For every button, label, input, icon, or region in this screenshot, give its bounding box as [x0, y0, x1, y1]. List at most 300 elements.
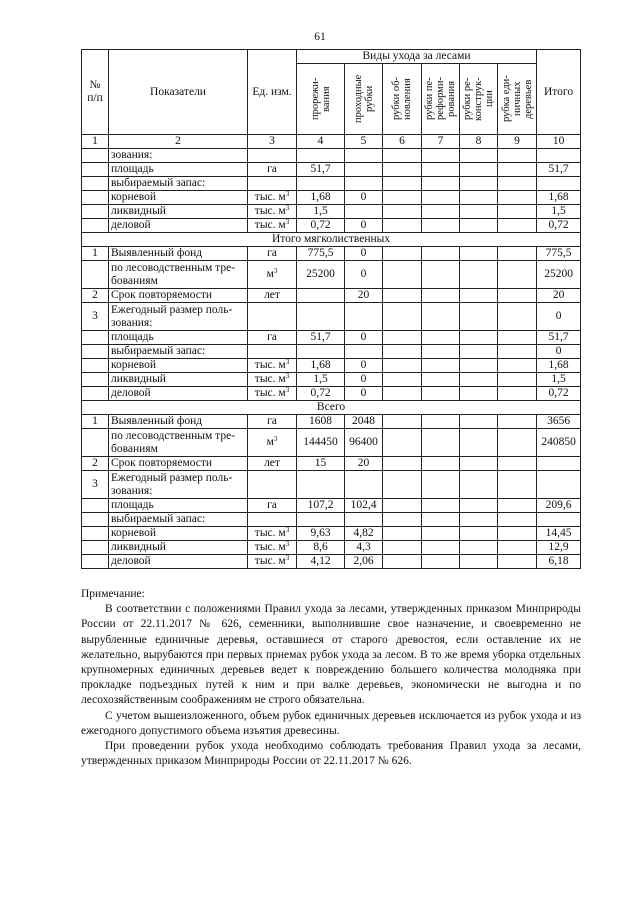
indicator-cell: Ежегодный размер поль- зования: — [109, 303, 248, 331]
table-body — [82, 149, 581, 569]
value-cell — [498, 331, 537, 345]
unit-exponent: 3 — [285, 540, 290, 548]
table-row — [82, 219, 581, 233]
table-row — [82, 345, 581, 359]
value-cell — [383, 359, 422, 373]
unit-cell — [248, 303, 297, 331]
unit-text: га — [267, 163, 277, 175]
section-heading-row — [82, 233, 581, 247]
total-cell: 0,72 — [537, 387, 581, 401]
unit-text: тыс. м — [254, 387, 286, 399]
row-number — [82, 387, 109, 401]
value-cell — [498, 345, 537, 359]
total-cell: 1,68 — [537, 359, 581, 373]
value-cell: 8,6 — [297, 541, 345, 555]
value-cell — [460, 457, 498, 471]
table-row — [82, 177, 581, 191]
value-cell — [383, 205, 422, 219]
table-row — [82, 471, 581, 499]
unit-cell — [248, 289, 297, 303]
indicator-cell: ликвидный — [109, 541, 248, 555]
value-cell — [383, 303, 422, 331]
row-number — [82, 331, 109, 345]
total-cell: 240850 — [537, 429, 581, 457]
table-row — [82, 415, 581, 429]
value-cell — [498, 177, 537, 191]
value-cell — [297, 471, 345, 499]
value-cell — [383, 513, 422, 527]
value-cell — [422, 471, 460, 499]
indicator-cell: по лесоводственным тре- бованиям — [109, 261, 248, 289]
value-cell — [383, 499, 422, 513]
notes-paragraph: С учетом вышеизложенного, объем рубок единичных деревьев исключается из рубок ухода и из ежегодного допустимого объема изъятия древесины. — [81, 709, 581, 737]
table-row — [82, 261, 581, 289]
unit-exponent: 3 — [273, 267, 278, 275]
value-cell — [498, 303, 537, 331]
value-cell — [422, 219, 460, 233]
value-cell: 96400 — [345, 429, 383, 457]
indicator-cell: корневой — [109, 191, 248, 205]
indicator-cell: площадь — [109, 331, 248, 345]
value-cell: 2,06 — [345, 555, 383, 569]
row-number — [82, 429, 109, 457]
unit-cell — [248, 359, 297, 373]
value-cell — [383, 149, 422, 163]
value-cell — [422, 177, 460, 191]
value-cell — [345, 177, 383, 191]
row-number: 1 — [82, 247, 109, 261]
value-cell — [383, 331, 422, 345]
unit-text: тыс. м — [254, 191, 286, 203]
value-cell — [422, 513, 460, 527]
total-cell: 0 — [537, 345, 581, 359]
unit-text: тыс. м — [254, 219, 286, 231]
value-cell — [297, 345, 345, 359]
notes-paragraph: В соответствии с положениями Правил ухода за лесами, утвержденных приказом Минприроды России от 22.11.2017 № 626, семенники, выполнившие свое назначение, и своевременно не вырубленные единичные деревья, оставшиеся от старого древостоя, если оставление их не желательно, вырубаются при первых приемах рубок ухода за лесом. В то же время уборка отдельных крупномерных единичных деревьев ведет к повреждению большего количества молодняка при прокладке подъездных путей к ним и при валке деревьев, экономически не выгодна и по лесохозяйственным соображениям не строго обязательна. — [81, 603, 581, 707]
table-row — [82, 429, 581, 457]
value-cell — [460, 429, 498, 457]
indicator-cell: деловой — [109, 387, 248, 401]
unit-cell — [248, 457, 297, 471]
row-number — [82, 163, 109, 177]
unit-cell — [248, 527, 297, 541]
col-num: 7 — [422, 135, 460, 149]
value-cell — [460, 303, 498, 331]
value-cell — [345, 163, 383, 177]
unit-text: тыс. м — [254, 359, 286, 371]
row-number — [82, 205, 109, 219]
col-num: 8 — [460, 135, 498, 149]
value-cell — [422, 303, 460, 331]
col-num: 10 — [537, 135, 581, 149]
table-row — [82, 541, 581, 555]
unit-text: тыс. м — [254, 555, 286, 567]
value-cell — [422, 527, 460, 541]
value-cell — [422, 373, 460, 387]
unit-text: лет — [264, 457, 280, 469]
value-cell — [345, 149, 383, 163]
row-number — [82, 555, 109, 569]
value-cell — [498, 415, 537, 429]
row-number — [82, 219, 109, 233]
total-cell: 775,5 — [537, 247, 581, 261]
value-cell: 1,5 — [297, 205, 345, 219]
section-heading: Всего — [82, 401, 581, 415]
value-cell — [422, 163, 460, 177]
value-cell — [422, 541, 460, 555]
unit-text: м — [266, 268, 274, 280]
total-cell: 20 — [537, 289, 581, 303]
value-cell: 1,5 — [297, 373, 345, 387]
indicator-cell: ликвидный — [109, 373, 248, 387]
value-cell: 51,7 — [297, 331, 345, 345]
unit-cell — [248, 247, 297, 261]
page-number: 61 — [314, 31, 326, 43]
value-cell — [297, 513, 345, 527]
value-cell: 4,82 — [345, 527, 383, 541]
value-cell: 0,72 — [297, 387, 345, 401]
unit-text: га — [267, 247, 277, 259]
unit-cell — [248, 415, 297, 429]
indicator-cell: выбираемый запас: — [109, 513, 248, 527]
value-cell — [498, 247, 537, 261]
value-cell: 0 — [345, 191, 383, 205]
indicator-cell: выбираемый запас: — [109, 345, 248, 359]
unit-cell — [248, 177, 297, 191]
value-cell — [383, 191, 422, 205]
total-cell — [537, 177, 581, 191]
header-type-passage: проходные рубки — [345, 64, 383, 135]
indicator-cell: деловой — [109, 555, 248, 569]
value-cell: 1,68 — [297, 359, 345, 373]
row-number — [82, 359, 109, 373]
value-cell — [297, 149, 345, 163]
value-cell — [498, 163, 537, 177]
value-cell — [460, 177, 498, 191]
column-numbers-row — [82, 135, 581, 149]
total-cell: 1,5 — [537, 205, 581, 219]
value-cell — [498, 289, 537, 303]
value-cell — [422, 555, 460, 569]
value-cell: 15 — [297, 457, 345, 471]
value-cell — [422, 247, 460, 261]
table-row — [82, 499, 581, 513]
value-cell — [422, 359, 460, 373]
notes-paragraph: При проведении рубок ухода необходимо соблюдать требования Правил ухода за лесами, утвержденных приказом Минприроды России от 22.11.2017 № 626. — [81, 740, 581, 768]
table-row — [82, 457, 581, 471]
value-cell — [345, 303, 383, 331]
value-cell: 0 — [345, 373, 383, 387]
value-cell: 144450 — [297, 429, 345, 457]
row-number: 1 — [82, 415, 109, 429]
table-row — [82, 149, 581, 163]
value-cell: 4,12 — [297, 555, 345, 569]
row-number — [82, 527, 109, 541]
value-cell — [460, 345, 498, 359]
value-cell: 0 — [345, 219, 383, 233]
unit-text: га — [267, 415, 277, 427]
value-cell — [460, 331, 498, 345]
table-row — [82, 247, 581, 261]
unit-text: лет — [264, 289, 280, 301]
value-cell — [383, 247, 422, 261]
table-row — [82, 527, 581, 541]
value-cell — [345, 205, 383, 219]
unit-text: га — [267, 499, 277, 511]
value-cell — [498, 429, 537, 457]
table-row — [82, 289, 581, 303]
table-row — [82, 555, 581, 569]
total-cell: 51,7 — [537, 331, 581, 345]
value-cell — [498, 387, 537, 401]
value-cell: 107,2 — [297, 499, 345, 513]
indicator-cell: зования: — [109, 149, 248, 163]
indicator-cell: Выявленный фонд — [109, 247, 248, 261]
header-unit: Ед. изм. — [248, 50, 297, 135]
row-number — [82, 345, 109, 359]
value-cell — [422, 429, 460, 457]
value-cell — [383, 415, 422, 429]
value-cell — [498, 527, 537, 541]
value-cell — [383, 261, 422, 289]
value-cell — [460, 219, 498, 233]
value-cell — [345, 345, 383, 359]
value-cell — [498, 261, 537, 289]
value-cell — [498, 149, 537, 163]
value-cell: 9,63 — [297, 527, 345, 541]
unit-cell — [248, 541, 297, 555]
unit-cell — [248, 555, 297, 569]
value-cell — [460, 261, 498, 289]
value-cell — [422, 149, 460, 163]
unit-cell — [248, 205, 297, 219]
unit-cell — [248, 373, 297, 387]
table-row — [82, 387, 581, 401]
value-cell — [383, 163, 422, 177]
unit-cell — [248, 219, 297, 233]
value-cell — [383, 373, 422, 387]
col-num: 9 — [498, 135, 537, 149]
section-heading: Итого мягколиственных — [82, 233, 581, 247]
indicator-cell: ликвидный — [109, 205, 248, 219]
unit-text: м — [266, 436, 274, 448]
value-cell — [498, 205, 537, 219]
value-cell — [460, 513, 498, 527]
value-cell: 0 — [345, 247, 383, 261]
unit-text: тыс. м — [254, 205, 286, 217]
unit-text: тыс. м — [254, 527, 286, 539]
header-type-single-trees: рубка еди- ничных деревьев — [498, 64, 537, 135]
value-cell — [460, 205, 498, 219]
value-cell — [422, 415, 460, 429]
col-num: 2 — [109, 135, 248, 149]
indicator-cell: Срок повторяемости — [109, 289, 248, 303]
value-cell — [383, 527, 422, 541]
unit-cell — [248, 345, 297, 359]
table-row — [82, 513, 581, 527]
total-cell: 51,7 — [537, 163, 581, 177]
indicator-cell: деловой — [109, 219, 248, 233]
value-cell — [460, 387, 498, 401]
table-row — [82, 359, 581, 373]
row-number: 3 — [82, 471, 109, 499]
unit-cell — [248, 331, 297, 345]
value-cell: 0,72 — [297, 219, 345, 233]
header-total: Итого — [537, 50, 581, 135]
col-num: 1 — [82, 135, 109, 149]
table-header — [82, 50, 581, 149]
value-cell — [460, 415, 498, 429]
row-number: 3 — [82, 303, 109, 331]
value-cell: 0 — [345, 359, 383, 373]
total-cell: 14,45 — [537, 527, 581, 541]
row-number — [82, 261, 109, 289]
total-cell: 209,6 — [537, 499, 581, 513]
value-cell — [498, 191, 537, 205]
value-cell — [383, 289, 422, 303]
unit-cell — [248, 429, 297, 457]
unit-exponent: 3 — [285, 386, 290, 394]
value-cell — [345, 513, 383, 527]
notes-section — [81, 587, 581, 769]
value-cell: 0 — [345, 387, 383, 401]
value-cell — [460, 247, 498, 261]
value-cell: 2048 — [345, 415, 383, 429]
value-cell — [498, 359, 537, 373]
value-cell — [345, 471, 383, 499]
value-cell — [383, 345, 422, 359]
total-cell: 0,72 — [537, 219, 581, 233]
value-cell — [422, 387, 460, 401]
row-number — [82, 541, 109, 555]
indicator-cell: Ежегодный размер поль- зования: — [109, 471, 248, 499]
value-cell — [460, 289, 498, 303]
col-num: 6 — [383, 135, 422, 149]
table-row — [82, 331, 581, 345]
header-type-reformation: рубки пе- реформи- рования — [422, 64, 460, 135]
total-cell — [537, 149, 581, 163]
indicator-cell: площадь — [109, 163, 248, 177]
value-cell — [498, 541, 537, 555]
section-heading-row — [82, 401, 581, 415]
value-cell — [383, 387, 422, 401]
unit-exponent: 3 — [285, 526, 290, 534]
value-cell: 51,7 — [297, 163, 345, 177]
unit-text: га — [267, 331, 277, 343]
table-row — [82, 191, 581, 205]
value-cell — [297, 177, 345, 191]
unit-cell — [248, 499, 297, 513]
row-number — [82, 513, 109, 527]
row-number — [82, 373, 109, 387]
value-cell — [383, 555, 422, 569]
total-cell: 3656 — [537, 415, 581, 429]
row-number: 2 — [82, 457, 109, 471]
row-number — [82, 499, 109, 513]
col-num: 3 — [248, 135, 297, 149]
value-cell — [383, 219, 422, 233]
value-cell — [383, 457, 422, 471]
total-cell: 0 — [537, 303, 581, 331]
table-row — [82, 205, 581, 219]
indicator-cell: площадь — [109, 499, 248, 513]
indicator-cell: по лесоводственным тре- бованиям — [109, 429, 248, 457]
value-cell — [460, 191, 498, 205]
unit-cell — [248, 513, 297, 527]
value-cell — [460, 555, 498, 569]
unit-exponent: 3 — [273, 435, 278, 443]
value-cell: 1,68 — [297, 191, 345, 205]
table-row — [82, 163, 581, 177]
value-cell — [297, 289, 345, 303]
header-type-reconstruction: рубки ре- конструк- ции — [460, 64, 498, 135]
value-cell — [422, 205, 460, 219]
value-cell: 1608 — [297, 415, 345, 429]
value-cell — [460, 541, 498, 555]
unit-cell — [248, 471, 297, 499]
row-number — [82, 149, 109, 163]
indicator-cell: выбираемый запас: — [109, 177, 248, 191]
row-number — [82, 191, 109, 205]
value-cell — [422, 457, 460, 471]
value-cell — [498, 471, 537, 499]
indicator-cell: корневой — [109, 527, 248, 541]
value-cell — [460, 499, 498, 513]
unit-cell — [248, 261, 297, 289]
value-cell: 775,5 — [297, 247, 345, 261]
value-cell: 0 — [345, 331, 383, 345]
value-cell — [460, 149, 498, 163]
value-cell — [498, 457, 537, 471]
value-cell — [498, 373, 537, 387]
unit-cell — [248, 163, 297, 177]
unit-exponent: 3 — [285, 204, 290, 212]
indicator-cell: корневой — [109, 359, 248, 373]
unit-text: тыс. м — [254, 541, 286, 553]
value-cell — [422, 499, 460, 513]
unit-cell — [248, 387, 297, 401]
header-no: № п/п — [82, 50, 109, 135]
value-cell — [422, 345, 460, 359]
col-num: 4 — [297, 135, 345, 149]
header-type-thinning: прорежи- вания — [297, 64, 345, 135]
unit-cell — [248, 149, 297, 163]
unit-text: тыс. м — [254, 373, 286, 385]
value-cell — [460, 527, 498, 541]
value-cell — [460, 373, 498, 387]
indicator-cell: Срок повторяемости — [109, 457, 248, 471]
row-number: 2 — [82, 289, 109, 303]
header-care-types-group: Виды ухода за лесами — [297, 50, 537, 64]
value-cell — [498, 513, 537, 527]
total-cell: 1,68 — [537, 191, 581, 205]
value-cell — [422, 331, 460, 345]
table-row — [82, 303, 581, 331]
unit-exponent: 3 — [285, 358, 290, 366]
total-cell — [537, 513, 581, 527]
value-cell: 20 — [345, 289, 383, 303]
header-indicator: Показатели — [109, 50, 248, 135]
value-cell — [460, 359, 498, 373]
unit-cell — [248, 191, 297, 205]
value-cell — [498, 499, 537, 513]
value-cell — [460, 163, 498, 177]
col-num: 5 — [345, 135, 383, 149]
forest-care-table — [81, 49, 581, 569]
row-number — [82, 177, 109, 191]
notes-title: Примечание: — [81, 588, 145, 600]
total-cell: 25200 — [537, 261, 581, 289]
